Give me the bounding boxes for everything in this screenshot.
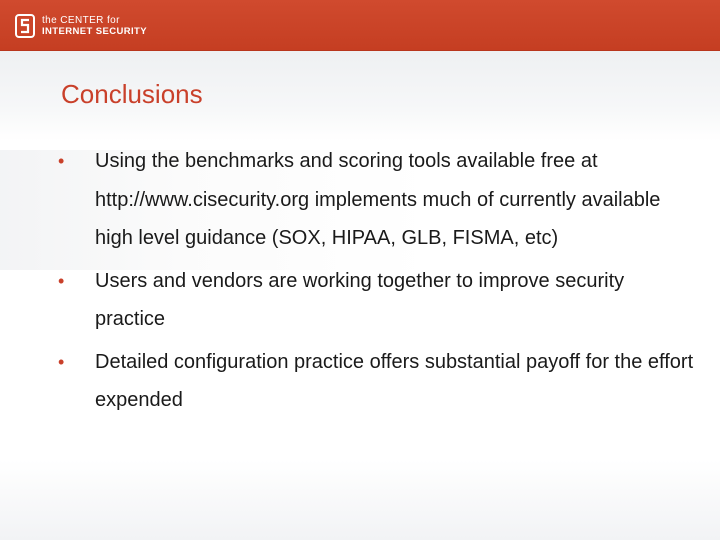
bullet-text: Users and vendors are working together to improve security practice [95,269,625,330]
bullet-item [58,262,698,339]
bullet-text: Detailed configuration practice offers substantial payoff for the effort expended [95,350,694,411]
slide-title: Conclusions [61,79,203,109]
logo-wordmark [42,15,147,37]
bullet-item [58,142,698,258]
background-footer-texture [0,460,720,540]
bullet-text: Using the benchmarks and scoring tools available free at http://www.cisecurity.org implements much of currently available high level guidance (SOX, HIPAA, GLB, FISMA, etc) [95,150,661,249]
bullet-marker: • [58,151,65,171]
cis-logo [14,11,147,41]
cis-logo-icon [14,13,36,39]
bullet-marker: • [58,270,65,291]
header-bar [0,0,720,51]
bullet-marker: • [58,351,65,372]
logo-line-1: the CENTER for [42,15,120,26]
bullet-item [58,343,698,420]
logo-line-2: INTERNET SECURITY [42,26,147,37]
bullet-list [58,142,698,420]
